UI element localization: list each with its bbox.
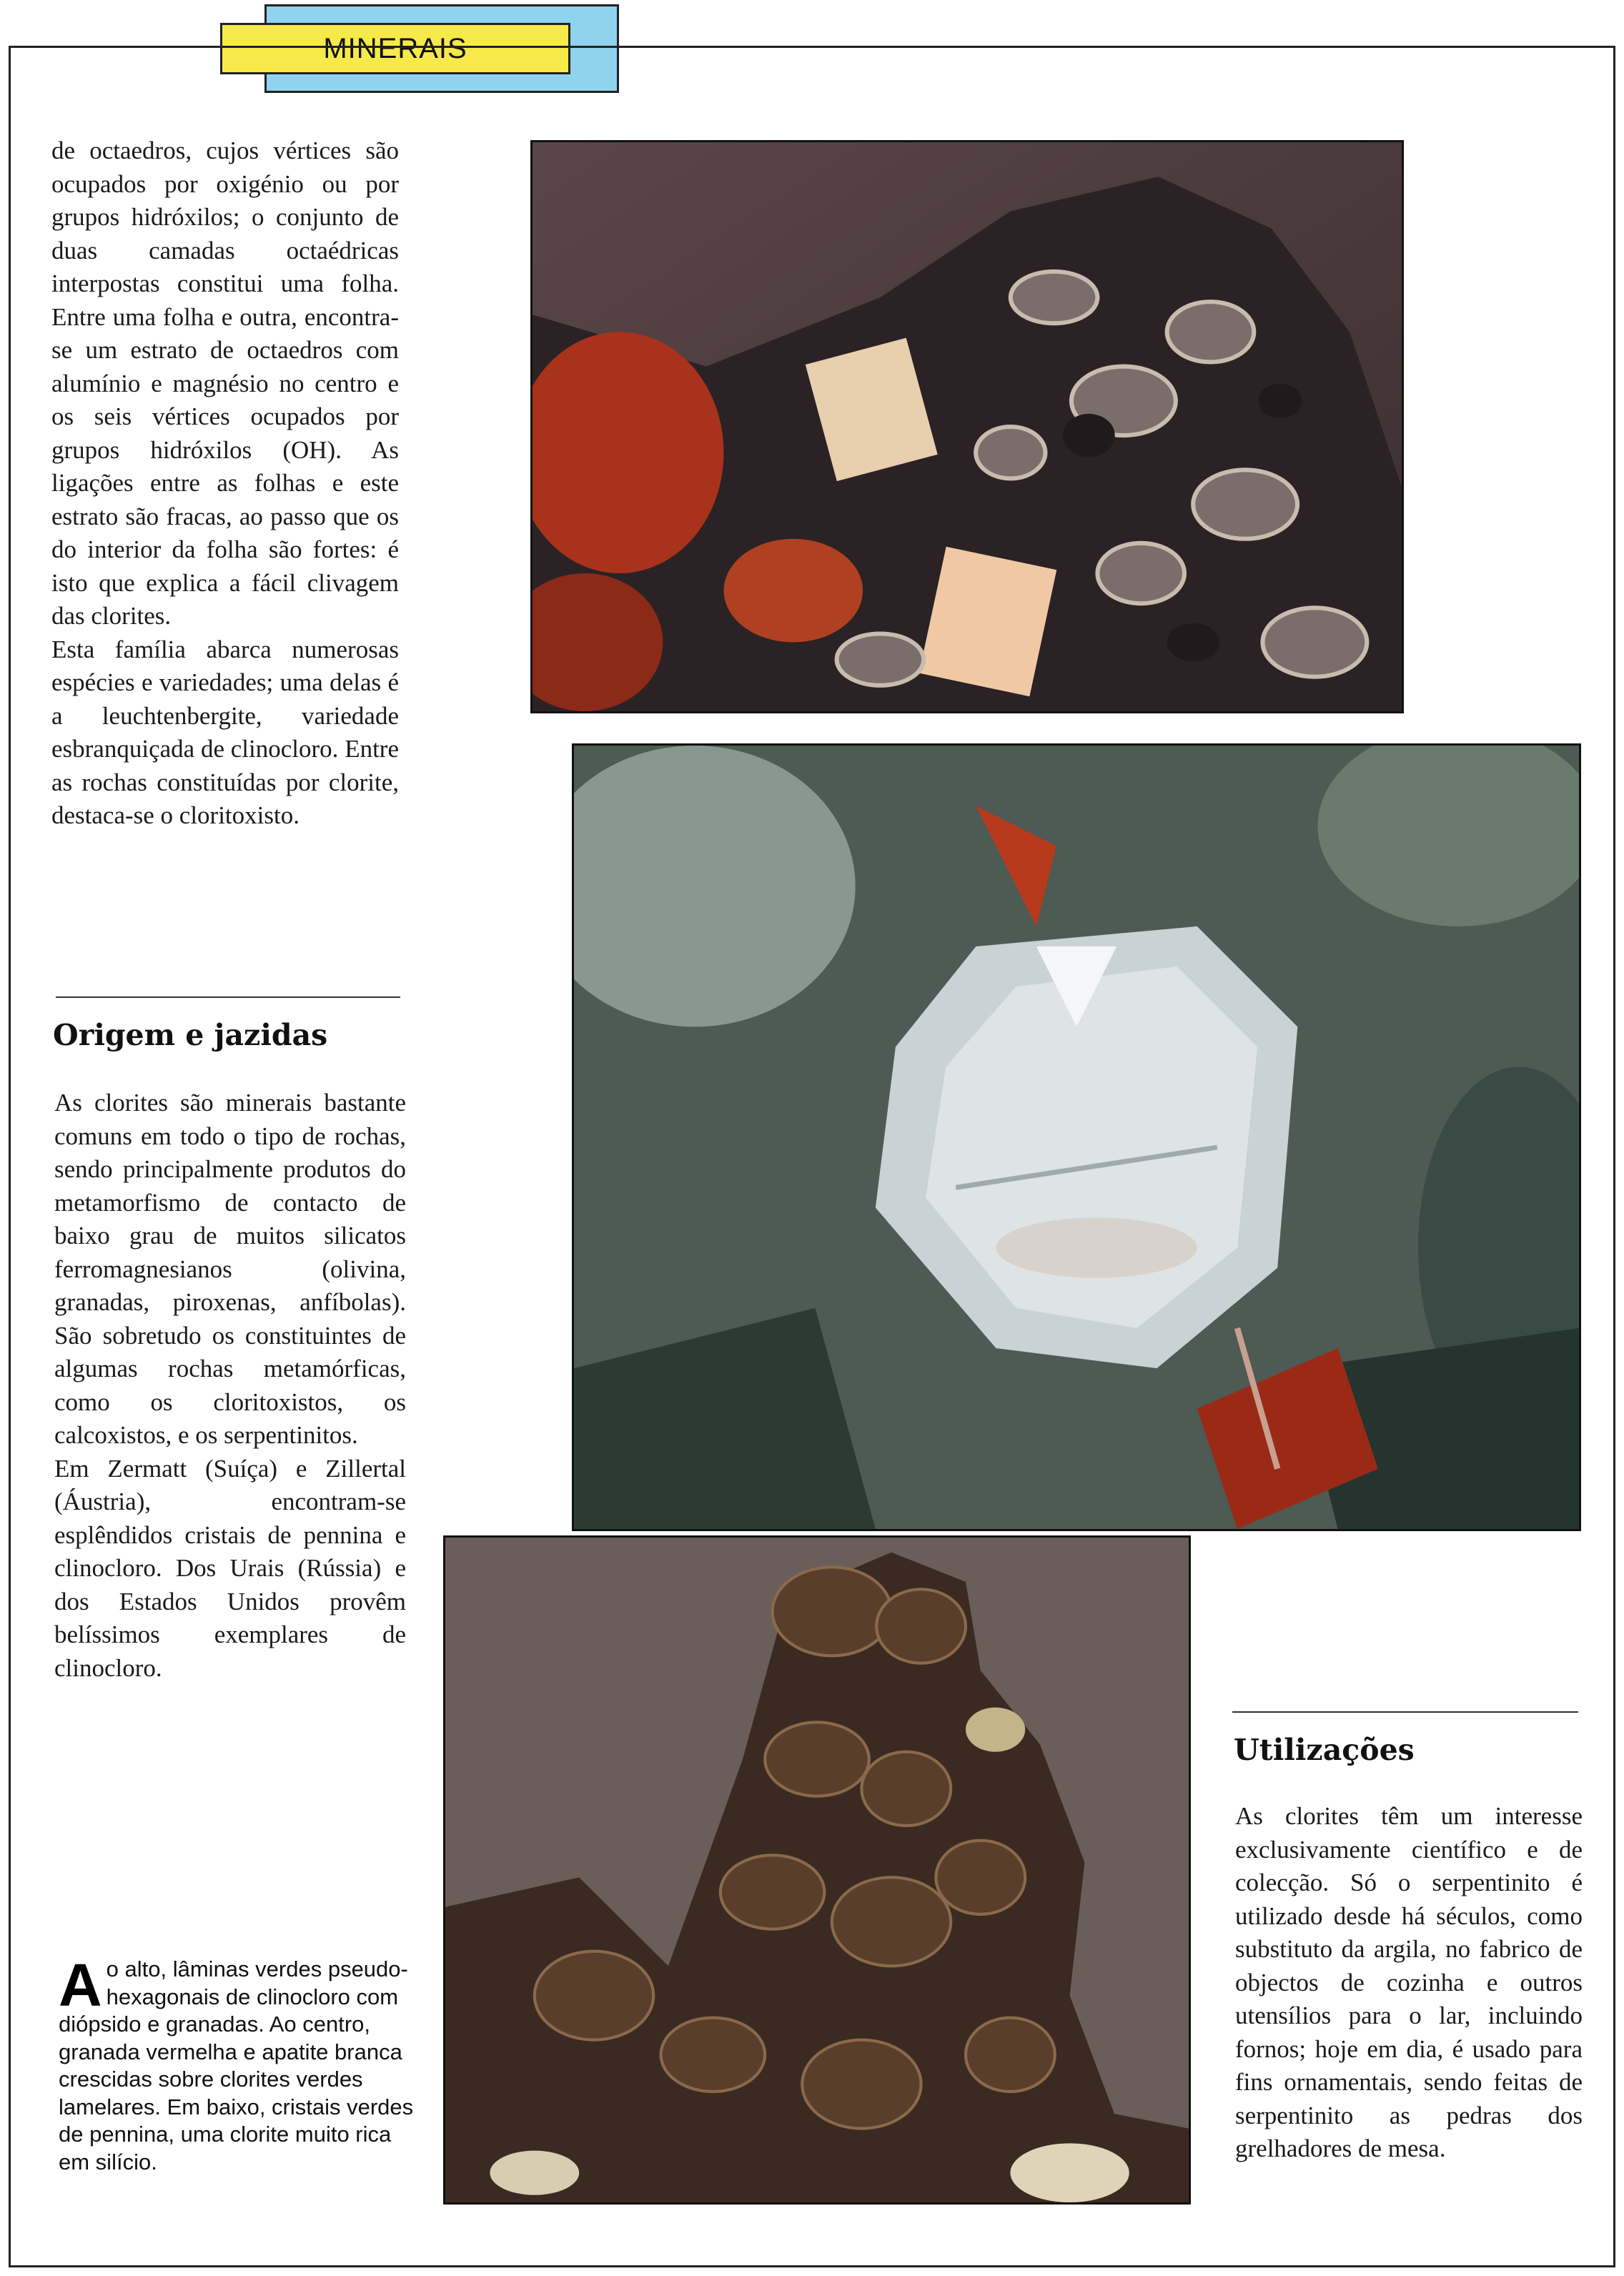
section-tag: MINERAIS <box>220 23 570 74</box>
origem-paragraph-2: Em Zermatt (Suíça) e Zillertal (Áustria), encontram-se esplêndidos cristais de pennina e clinocloro. Dos Urais (Rússia) e dos Estados Unidos provêm belíssimos exemplares de clinocloro. <box>54 1454 406 1682</box>
intro-paragraph-1: de octaedros, cujos vértices são ocupados por oxigénio ou por grupos hidróxilos; o conjunto de duas camadas octaédricas interpostas constitui uma folha. Entre uma folha e outra, encontra-se um estrato de octaedros com alumínio e magnésio no centro e os seis vértices ocupados por grupos hidróxilos (OH). As ligações entre as folhas e este estrato são fracas, ao passo que os do interior da folha são fortes: é isto que explica a fácil clivagem das clorites. <box>51 137 399 630</box>
caption-dropcap: A <box>59 1951 102 2019</box>
utilizacoes-heading: Utilizações <box>1234 1733 1415 1767</box>
utilizacoes-text: As clorites têm um interesse exclusivamente científico e de colecção. Só o serpentinito é utilizado desde há séculos, como substituto da argila, no fabrico de objectos de cozinha e outros utensílios para o lar, incluindo fornos; hoje em dia, é usado para fins ornamentais, sendo feitas de serpentinito as pedras dos grelhadores de mesa. <box>1235 1802 1583 2162</box>
origem-text <box>54 1087 406 1685</box>
photo-pennina <box>443 1535 1191 2205</box>
origem-paragraph-1: As clorites são minerais bastante comuns em todo o tipo de rochas, sendo principalmente produtos do metamorfismo de contacto de baixo grau de muitos silicatos ferromagnesianos (olivina, granadas, piroxenas, anfíbolas). São sobretudo os constituintes de algumas rochas metamórficas, como os cloritoxistos, os calcoxistos, e os serpentinitos. <box>54 1089 406 1449</box>
photo-caption <box>59 1951 423 2176</box>
utilizacoes-rule <box>1232 1711 1578 1713</box>
photo-apatite-garnet <box>572 743 1581 1531</box>
origem-rule <box>56 996 400 998</box>
intro-paragraph-2: Esta família abarca numerosas espécies e variedades; uma delas é a leuchtenbergite, variedade esbranquiçada de clinocloro. Entre as rochas constituídas por clorite, destaca-se o cloritoxisto. <box>51 635 399 829</box>
photo-clinochlore <box>530 140 1404 713</box>
caption-text: o alto, lâminas verdes pseudo-hexagonais de clinocloro com diópsido e granadas. Ao centro, granada vermelha e apatite branca crescidas sobre clorites verdes lamelares. Em baixo, cristais verdes de pennina, uma clorite muito rica em silício. <box>59 1956 414 2174</box>
origem-heading: Origem e jazidas <box>53 1018 328 1052</box>
intro-text <box>51 134 399 833</box>
